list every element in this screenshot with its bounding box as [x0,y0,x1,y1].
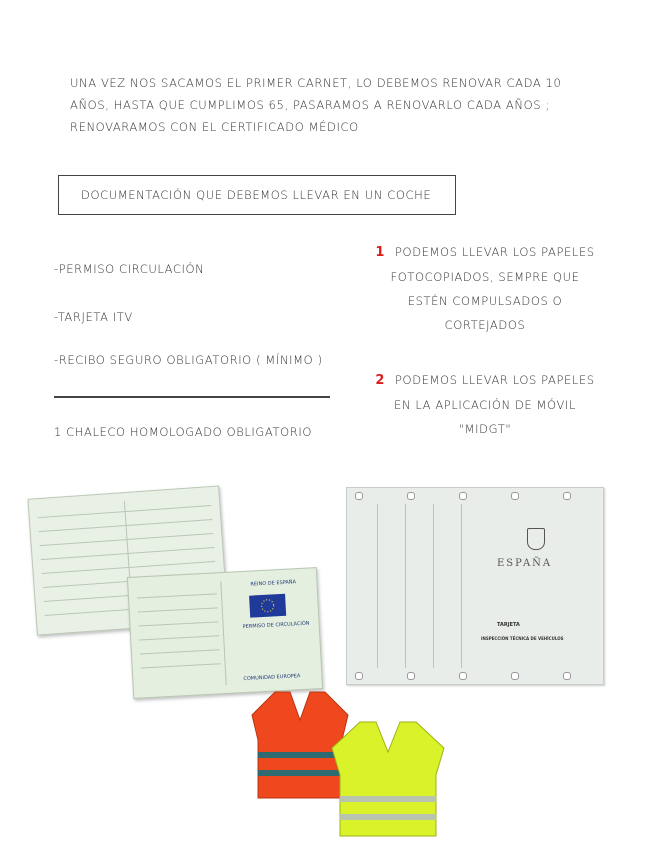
coat-of-arms-icon [527,528,545,550]
intro-line-3: RENOVARAMOS CON EL CERTIFICADO MÉDICO [70,120,359,134]
note-1-line-2: FOTOCOPIADOS, SEMPRE QUE [390,270,580,284]
permit-header: REINO DE ESPAÑA [250,579,297,588]
note-2 [360,368,610,441]
list-item-insurance: -RECIBO SEGURO OBLIGATORIO ( MÍNIMO ) [54,353,323,367]
note-2-number: 2 [375,373,386,388]
note-1-line-3: ESTÉN COMPULSADOS O [407,294,563,308]
intro-paragraph [70,72,610,138]
note-2-line-2: EN LA APLICACIÓN DE MÓVIL [394,398,576,412]
eu-flag-icon [249,594,286,618]
intro-line-1: UNA VEZ NOS SACAMOS EL PRIMER CARNET, LO DEBEMOS RENOVAR CADA 10 [70,76,562,90]
note-2-line-1: PODEMOS LLEVAR LOS PAPELES [395,373,595,387]
itv-subtitle: INSPECCIÓN TÉCNICA DE VEHÍCULOS [481,636,564,641]
circulation-permit-image [127,567,323,699]
permit-title: PERMISO DE CIRCULACIÓN [242,620,310,631]
note-1-line-4: CORTEJADOS [444,318,526,332]
list-item-permit: -PERMISO CIRCULACIÓN [54,262,205,276]
intro-line-2: AÑOS, HASTA QUE CUMPLIMOS 65, PASARAMOS A RENOVARLO CADA AÑOS ; [70,98,550,112]
yellow-vest-icon [330,720,446,838]
note-1 [360,240,610,337]
documentation-title-box [58,175,456,215]
list-item-itv-card: -TARJETA ITV [54,310,133,324]
divider-line [54,396,330,398]
permit-footer: COMUNIDAD EUROPEA [243,673,301,683]
itv-country: ESPAÑA [497,558,553,569]
documentation-title: DOCUMENTACIÓN QUE DEBEMOS LLEVAR EN UN COCHE [81,188,432,202]
note-1-number: 1 [375,245,386,260]
list-item-vest: 1 CHALECO HOMOLOGADO OBLIGATORIO [54,425,312,439]
note-1-line-1: PODEMOS LLEVAR LOS PAPELES [395,245,595,259]
note-2-line-3: "MIDGT" [458,422,512,436]
itv-card-image [346,487,604,685]
itv-card-label: TARJETA [497,622,520,628]
